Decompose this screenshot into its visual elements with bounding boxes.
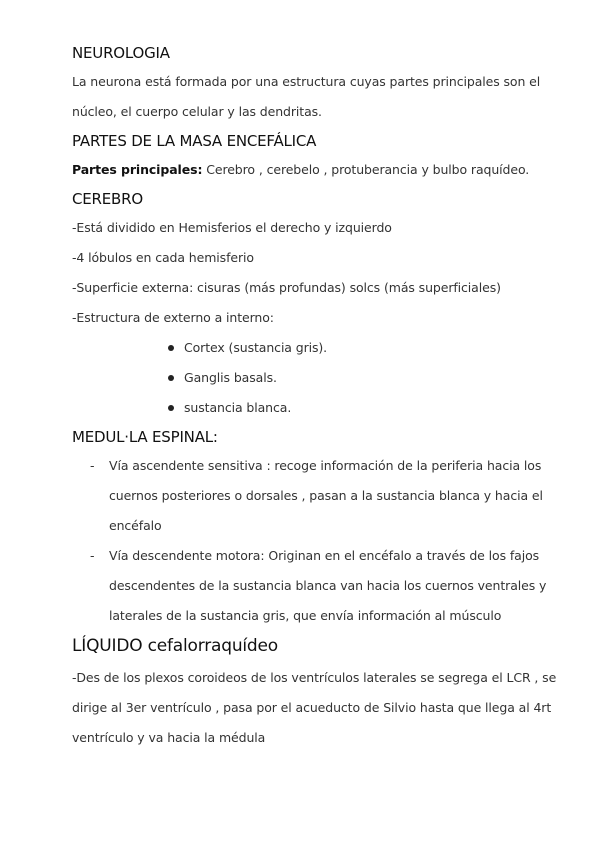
bullet-dot-icon	[168, 345, 174, 351]
liquido-line-2: dirige al 3er ventrículo , pasa por el acueducto de Silvio hasta que llega al 4rt	[72, 700, 552, 715]
dash-marker: -	[90, 548, 95, 563]
medula-item-1-line-1: Vía ascendente sensitiva : recoge información de la periferia hacia los	[109, 458, 542, 473]
bullet-dot-icon	[168, 375, 174, 381]
intro-line-1: La neurona está formada por una estructura cuyas partes principales son el	[72, 74, 541, 89]
dash-marker: -	[90, 458, 95, 473]
page-title: NEUROLOGIA	[72, 44, 170, 62]
cerebro-line-4: -Estructura de externo a interno:	[72, 310, 274, 325]
cerebro-heading: CEREBRO	[72, 190, 143, 208]
intro-line-2: núcleo, el cuerpo celular y las dendritas.	[72, 104, 322, 119]
medula-item-2-line-1: Vía descendente motora: Originan en el encéfalo a través de los fajos	[109, 548, 540, 563]
cerebro-line-3: -Superficie externa: cisuras (más profundas) solcs (más superficiales)	[72, 280, 501, 295]
masa-heading: PARTES DE LA MASA ENCEFÁLICA	[72, 132, 317, 150]
medula-item-2-line-3: laterales de la sustancia gris, que envía información al músculo	[109, 608, 502, 623]
medula-item-1-line-2: cuernos posteriores o dorsales , pasan a la sustancia blanca y hacia el	[109, 488, 543, 503]
cerebro-line-2: -4 lóbulos en cada hemisferio	[72, 250, 254, 265]
medula-item-2-line-2: descendentes de la sustancia blanca van hacia los cuernos ventrales y	[109, 578, 547, 593]
bullet-item-1: Cortex (sustancia gris).	[184, 340, 328, 355]
medula-item-1-line-3: encéfalo	[109, 518, 162, 533]
liquido-line-1: -Des de los plexos coroideos de los ventrículos laterales se segrega el LCR , se	[72, 670, 557, 685]
liquido-heading: LÍQUIDO cefalorraquídeo	[72, 636, 278, 656]
masa-line	[72, 162, 529, 177]
liquido-line-3: ventrículo y va hacia la médula	[72, 730, 266, 745]
masa-label: Partes principales:	[72, 162, 203, 177]
bullet-item-3: sustancia blanca.	[184, 400, 292, 415]
medula-heading: MEDUL·LA ESPINAL:	[72, 428, 218, 446]
masa-text: Cerebro , cerebelo , protuberancia y bulbo raquídeo.	[206, 162, 530, 177]
bullet-dot-icon	[168, 405, 174, 411]
cerebro-line-1: -Está dividido en Hemisferios el derecho y izquierdo	[72, 220, 392, 235]
bullet-item-2: Ganglis basals.	[184, 370, 277, 385]
